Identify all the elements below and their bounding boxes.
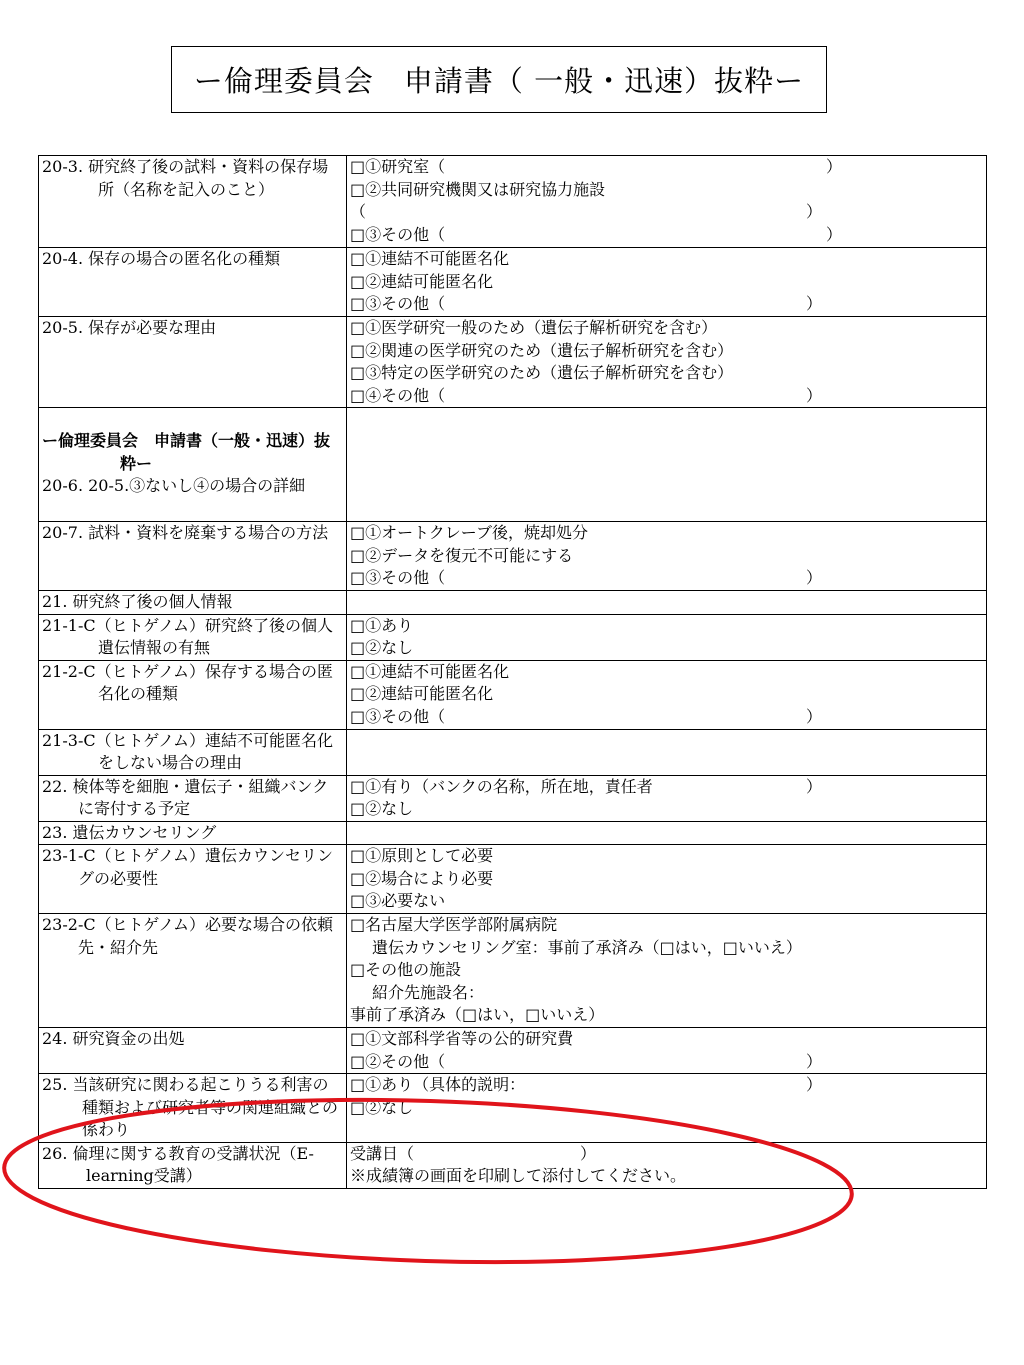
row-options	[347, 914, 987, 1028]
table-row-23-2-c	[39, 914, 987, 1028]
row-label: 23-1-C（ヒトゲノム）遺伝カウンセリングの必要性	[39, 845, 347, 914]
option-specific-research[interactable]: □③特定の医学研究のため（遺伝子解析研究を含む）	[350, 363, 734, 382]
row-label: 21-3-C（ヒトゲノム）連結不可能匿名化をしない場合の理由	[39, 729, 347, 775]
row-label: 25. 当該研究に関わる起こりうる利害の種類および研究者等の関連組織との係わり	[39, 1074, 347, 1143]
table-row-21	[39, 591, 987, 615]
option-case-by-case[interactable]: □②場合により必要	[350, 868, 494, 888]
row-label: ー倫理委員会 申請書（一般・迅速）抜粋ー 20-6. 20-5.③ないし④の場合の詳細	[39, 408, 347, 522]
table-row-23-1-c	[39, 845, 987, 914]
table-row-20-4	[39, 248, 987, 317]
row-label: 21. 研究終了後の個人情報	[39, 591, 347, 615]
row-empty	[347, 591, 987, 615]
option-general-research[interactable]: □①医学研究一般のため（遺伝子解析研究を含む）	[350, 318, 718, 337]
row-label: 21-1-C（ヒトゲノム）研究終了後の個人遺伝情報の有無	[39, 614, 347, 660]
option-nagoya-hospital[interactable]: □名古屋大学医学部附属病院	[350, 915, 558, 934]
row-options	[347, 614, 987, 660]
option-required[interactable]: □①原則として必要	[350, 846, 494, 865]
option-yes-bank[interactable]: □①有り（バンクの名称，所在地，責任者 ）	[350, 776, 823, 796]
counseling-room-consent[interactable]: 遺伝カウンセリング室：事前了承済み（□はい，□いいえ）	[372, 937, 802, 957]
row-label: 20-3. 研究終了後の試料・資料の保存場所（名称を記入のこと）	[39, 156, 347, 248]
option-not-required[interactable]: □③必要ない	[350, 891, 446, 910]
row-label: 22. 検体等を細胞・遺伝子・組織バンクに寄付する予定	[39, 775, 347, 821]
row-label: 20-5. 保存が必要な理由	[39, 317, 347, 408]
table-row-21-1-c	[39, 614, 987, 660]
option-public-funds[interactable]: □①文部科学省等の公的研究費	[350, 1029, 574, 1048]
application-form-table	[38, 155, 987, 1189]
table-row-20-7	[39, 522, 987, 591]
table-row-26	[39, 1142, 987, 1188]
attendance-date-field[interactable]: 受講日（ ）	[350, 1143, 597, 1163]
option-lab[interactable]: □①研究室（ ）	[350, 157, 843, 176]
option-joint-institution[interactable]: □②共同研究機関又は研究協力施設	[350, 179, 606, 199]
row-options	[347, 660, 987, 729]
row-label: 20-7. 試料・資料を廃棄する場合の方法	[39, 522, 347, 591]
embedded-heading: ー倫理委員会 申請書（一般・迅速）抜粋ー	[42, 431, 331, 473]
option-other[interactable]: □④その他（ ）	[350, 385, 823, 405]
row-options	[347, 248, 987, 317]
option-other-facility[interactable]: □その他の施設	[350, 960, 462, 979]
option-other[interactable]: □③その他（ ）	[350, 224, 843, 244]
prior-consent[interactable]: 事前了承済み（□はい，□いいえ）	[350, 1005, 605, 1024]
option-yes[interactable]: □①あり	[350, 615, 414, 635]
row-options	[347, 845, 987, 914]
referral-facility-name[interactable]: 紹介先施設名：	[372, 982, 485, 1002]
row-options	[347, 522, 987, 591]
option-other[interactable]: □③その他（ ）	[350, 706, 823, 726]
print-note: ※成績簿の画面を印刷して添付してください。	[350, 1166, 687, 1185]
option-related-research[interactable]: □②関連の医学研究のため（遺伝子解析研究を含む）	[350, 340, 734, 360]
row-empty	[347, 821, 987, 845]
row-options	[347, 1074, 987, 1143]
option-autoclave[interactable]: □①オートクレーブ後，焼却処分	[350, 523, 588, 542]
row-label: 26. 倫理に関する教育の受講状況（E-learning受講）	[39, 1142, 347, 1188]
option-unlinkable[interactable]: □①連結不可能匿名化	[350, 249, 510, 268]
table-row-21-3-c	[39, 729, 987, 775]
table-row-20-6	[39, 408, 987, 522]
table-row-21-2-c	[39, 660, 987, 729]
row-options	[347, 775, 987, 821]
table-row-20-3	[39, 156, 987, 248]
option-unlinkable[interactable]: □①連結不可能匿名化	[350, 661, 510, 681]
row-label: 20-4. 保存の場合の匿名化の種類	[39, 248, 347, 317]
option-linkable[interactable]: □②連結可能匿名化	[350, 271, 494, 291]
table-row-22	[39, 775, 987, 821]
table-row-20-5	[39, 317, 987, 408]
option-linkable[interactable]: □②連結可能匿名化	[350, 684, 494, 703]
option-joint-institution-name[interactable]: （ ）	[350, 202, 823, 221]
row-options	[347, 1028, 987, 1074]
option-unrecoverable[interactable]: □②データを復元不可能にする	[350, 545, 574, 565]
row-options	[347, 156, 987, 248]
option-yes-conflict[interactable]: □①あり（具体的説明： ）	[350, 1075, 823, 1094]
option-no[interactable]: □②なし	[350, 1097, 414, 1117]
row-options	[347, 317, 987, 408]
page-title: ー倫理委員会 申請書（ 一般・迅速）抜粋ー	[171, 46, 827, 113]
option-other[interactable]: □②その他（ ）	[350, 1051, 823, 1071]
row-reason-field[interactable]	[347, 729, 987, 775]
option-no[interactable]: □②なし	[350, 638, 414, 657]
row-options	[347, 1142, 987, 1188]
row-label: 24. 研究資金の出処	[39, 1028, 347, 1074]
row-label: 21-2-C（ヒトゲノム）保存する場合の匿名化の種類	[39, 660, 347, 729]
table-row-25	[39, 1074, 987, 1143]
table-row-23	[39, 821, 987, 845]
row-detail-field[interactable]	[347, 408, 987, 522]
option-other[interactable]: □③その他（ ）	[350, 294, 823, 313]
row-label: 23. 遺伝カウンセリング	[39, 821, 347, 845]
row-label: 23-2-C（ヒトゲノム）必要な場合の依頼先・紹介先	[39, 914, 347, 1028]
table-row-24	[39, 1028, 987, 1074]
option-no[interactable]: □②なし	[350, 799, 414, 818]
option-other[interactable]: □③その他（ ）	[350, 568, 823, 587]
